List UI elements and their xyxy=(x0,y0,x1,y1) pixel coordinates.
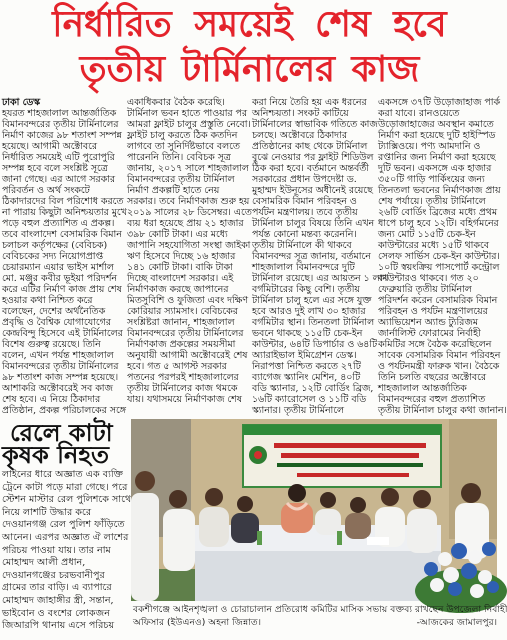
text-line: নিরাপত্তা নিশ্চিত করতে ২৭টি xyxy=(252,361,361,372)
text-line: নিয়ে লাশটি উদ্ধার করে xyxy=(2,506,92,518)
photo-credit: -আজকের জামালপুর। xyxy=(416,617,497,628)
text-line: অনুযায়ী আগামী অক্টোবরেই শেষ xyxy=(127,350,248,361)
text-line: বেবিচকের সদ্য নিয়োগপ্রাপ্ত xyxy=(2,251,104,262)
text-line: অ্যারাইভাল ইমিগ্রেশন ডেস্ক। xyxy=(252,350,357,361)
text-line: কাউন্টারও থাকবে। গত ২০ xyxy=(378,273,479,284)
text-line: সাবেক বেসামরিক বিমান পরিবহন xyxy=(378,350,501,361)
article-column-1 xyxy=(2,97,127,417)
text-line: তৃতীয় টার্মিনাল চালুর কথা জানান। xyxy=(378,405,507,416)
text-line: পতনের পরপরই শাহজালালের xyxy=(127,372,239,383)
text-line: বেসামরিক বিমান পরিবহন ও xyxy=(252,196,357,207)
photo-banner xyxy=(243,425,441,487)
text-line: চলছে। অক্টোবরে ঠিকাদার xyxy=(252,130,347,141)
photo-caption xyxy=(133,603,507,639)
text-line: প্রতিষ্ঠান, প্রকল্প পরিচালকের সঙ্গে xyxy=(2,405,126,416)
article-column-3 xyxy=(252,97,389,417)
text-line: তৃতীয় টার্মিনালে কী থাকবে xyxy=(252,240,352,251)
text-line: ফেব্রুয়ারি তৃতীয় টার্মিনাল xyxy=(378,284,472,295)
text-line: অ্যাভিয়েশন অ্যান্ড ট্যুরিজম xyxy=(378,317,478,328)
text-line: নির্মাণকাজ প্রকল্পের সময়সীমা xyxy=(127,339,236,350)
text-line: তিনতলা ভবনের নির্মাণকাজ প্রায় xyxy=(378,185,501,196)
photo-table-skirt xyxy=(195,551,441,601)
article-column-2 xyxy=(127,97,252,417)
text-line: বিমানবন্দরের তৃতীয় টার্মিনালের xyxy=(127,328,244,339)
photo-caption-line-1: বকশীগঞ্জে আইনশৃঙ্খলা ও চোরাচালান প্রতিরোধ কমিটির মাসিক সভায় বক্তব্য রাখছেন উপজেলা নির্বাহী xyxy=(133,604,507,615)
text-line: পরিবহন ও পর্যটন মন্ত্রণালয়ের xyxy=(378,306,488,317)
photo-bottle xyxy=(257,531,262,545)
text-line: পড়ে বহুল প্রত্যাশিত এ প্রকল্প। xyxy=(2,218,115,229)
rail-accident-article xyxy=(0,419,132,640)
text-line: নির্মাণকাজ করছে জাপানের xyxy=(127,284,229,295)
text-line: দুটি ভবন। একসঙ্গে এক হাজার xyxy=(378,163,492,174)
text-line: সরকার। তবে নির্মাণকাজ শুরু হয় xyxy=(127,196,250,207)
text-line: লাইনের ধারে অজ্ঞাত এক ব্যক্তি xyxy=(2,469,123,480)
text-line: ৩৯৮ কোটি টাকা। এর মধ্যে xyxy=(127,229,228,240)
text-line: ভবনে থাকছে ১১৫টি চেক-ইন xyxy=(252,328,363,339)
text-line: করা যাবে। রানওয়েতে xyxy=(378,108,460,119)
text-line: বলেন, এখন পর্যন্ত শাহজালাল xyxy=(2,350,114,361)
text-line: টার্মিনাল চালু হলে এর সঙ্গে যুক্ত xyxy=(252,295,372,306)
text-line: পর্যটন মন্ত্রণালয়। তবে তৃতীয় xyxy=(252,207,358,218)
text-line: কাউন্টারের মধ্যে ১৫টি থাকবে xyxy=(378,240,489,251)
text-line: নির্ধারিত সময়েই এটি পুরোপুরি xyxy=(2,152,115,163)
text-line: মুহাম্মদ ইউনূসের অধীনেই রয়েছে xyxy=(252,185,373,196)
text-line: তৃতীয় টার্মিনালের কাজ থমকে xyxy=(127,383,238,394)
text-line: পরিচয় পাওয়া যায়। তার নাম xyxy=(2,544,111,556)
text-line: রপ্তানির জন্য নির্মাণ করা হয়েছে xyxy=(378,152,496,163)
text-line: ৩৫০টি গাড়ি পার্কিংয়ের জন্য xyxy=(378,174,485,185)
text-line: বডি স্ক্যানার, ১২টি বোর্ডিং ব্রিজ, xyxy=(252,383,374,394)
text-line: ৯৮ শতাংশ কাজ সম্পন্ন হয়েছে। xyxy=(2,372,119,383)
text-line: বিমানবন্দরের বহুল প্রত্যাশিত xyxy=(378,394,486,405)
article-column-4 xyxy=(378,97,507,417)
text-line: টার্মিনালের স্বাভাবিক গতিতে কাজ xyxy=(252,119,378,130)
dateline: ঢাকা ডেস্ক xyxy=(2,97,41,108)
text-line: বিমানবন্দরের তৃতীয় টার্মিনাল xyxy=(127,174,235,185)
text-line: ঠিকাদারদের বিল পরিশোধ করতে xyxy=(2,196,124,207)
rail-article-headline-line-2: কৃষক নিহত xyxy=(2,441,109,469)
text-line: গ্রামের তার বাড়ি। এ ব্যাপারে xyxy=(2,582,112,594)
text-line: করা নিয়ে তৈরি হয় এক ধরনের xyxy=(252,97,367,108)
text-line: আমরা ফ্লাইট চালুর প্রস্তুতি নেবো। xyxy=(127,119,251,130)
text-line: দিচ্ছে বাংলাদেশ সরকার। এই xyxy=(127,273,234,284)
text-line: ট্রেনে কাটা পড়ে মারা গেছে। পরে xyxy=(2,481,128,493)
text-line: হওয়ার কথা নিশ্চিত করে xyxy=(2,295,93,306)
text-line: স্ক্যানার। তৃতীয় টার্মিনালে xyxy=(252,405,345,416)
text-line: যায়। যথাসময়ে নির্মাণকাজ শেষ xyxy=(127,394,242,405)
text-line: উড়োজাহাজের অবস্থান কমাতে xyxy=(378,119,494,130)
text-line: বিমানবন্দর সূত্র জানায়, বর্তমানে xyxy=(252,251,371,262)
text-line: ২৬টি বোর্ডিং ব্রিজের মধ্যে প্রথম xyxy=(378,207,498,218)
text-line: হবে। গত ৫ আগস্ট সরকার xyxy=(127,361,227,372)
text-line: কমিটির সঙ্গে বৈঠক করেছিলেন xyxy=(378,339,492,350)
text-line: প্রতিষ্ঠানের কাছ থেকে টার্মিনাল xyxy=(252,141,368,152)
text-line: হযরত শাহজালাল আন্তর্জাতিক xyxy=(2,108,117,119)
text-line: জার্নালিস্ট ফোরামের নির্বাহী xyxy=(378,328,481,339)
text-line: মোহাম্মদ জাহাঙ্গীর স্ত্রী, সন্তান, xyxy=(2,594,114,606)
text-line: শেষ হবে। এ নিয়ে ঠিকাদার xyxy=(2,394,101,405)
text-line: সেলফ সার্ভিস চেক-ইন কাউন্টার। xyxy=(378,251,500,262)
text-line: কোরিয়ার স্যামসাং। বেবিচকের xyxy=(127,306,238,317)
text-line: জানা গেছে। এর আগে সরকার xyxy=(2,174,116,185)
text-line: আশাকরি অক্টোবরেই সব কাজ xyxy=(2,383,113,394)
text-line: কাউন্টার, ৬৪টি ডিপার্চার ও ৬৪টি xyxy=(252,339,378,350)
text-line: বর্গমিটারের কিছু বেশি। তৃতীয় xyxy=(252,284,360,295)
text-line: বিশেষ গুরুত্ব রয়েছে। তিনি xyxy=(2,339,101,350)
rail-article-headline-line-1: রেলে কাটা xyxy=(10,419,113,447)
text-line: শেষ পর্যায়ে। তৃতীয় টার্মিনালে xyxy=(378,196,486,207)
meeting-photo-image xyxy=(131,419,497,601)
text-line: বলেছেন, দেশের অর্থনৈতিক xyxy=(2,306,106,317)
text-line: জিআরপি থানায় এসে পরিচয় xyxy=(2,620,115,632)
text-line: কেন্দ্রবিন্দু হিসেবে এই টার্মিনালের xyxy=(2,328,123,339)
text-line: সংশ্লিষ্টরা জানান, শাহজালাল xyxy=(127,317,235,328)
text-line: টার্মিনাল রয়েছে। এর আয়তন ১ লাখ xyxy=(252,273,389,284)
meeting-photo xyxy=(131,419,497,601)
text-line: ট্যাক্সিওয়ে। পণ্য আমদানি ও xyxy=(378,141,481,152)
text-line: নির্মাণ প্রকল্পটি হাতে নেয় xyxy=(127,185,220,196)
text-line: বর্গমিটার স্থান। তিনতলা টার্মিনাল xyxy=(252,317,375,328)
text-line: ব্যয় ধরা হয়েছে প্রায় ২১ হাজার xyxy=(127,218,244,229)
text-line: দেওয়ানগঞ্জের চরভবানীপুর xyxy=(2,569,105,581)
text-line: চলাচল কর্তৃপক্ষের (বেবিচক) xyxy=(2,240,108,251)
text-line: নির্মাণ করা হয়েছে দুটি হাইস্পিড xyxy=(378,130,496,141)
photo-papers xyxy=(367,537,389,545)
text-line: স্টেশন মাস্টার রেল পুলিশকে সাথে xyxy=(2,494,132,506)
text-line: জাপানি সহযোগিতা সংস্থা জাইকা xyxy=(127,240,251,251)
main-headline-line-2: তৃতীয় টার্মিনালের কাজ xyxy=(79,49,420,90)
text-line: আনেন। এরপর অজ্ঞাত ঐ লাশের xyxy=(2,531,129,543)
article-column-3-body xyxy=(252,97,389,416)
text-line: পর্যন্ত কোনো মন্তব্য করেননি। xyxy=(252,229,357,240)
photo-caption-line-2: অফিসার (ইউএনও) অহনা জিন্নাত। xyxy=(133,617,262,628)
text-line: লাগবে তা সুনির্দিষ্টভাবে বলতে xyxy=(127,141,240,152)
text-line: ১০টি স্বয়ংক্রিয় পাসপোর্ট কন্ট্রোল xyxy=(378,262,500,273)
text-line: তিনি চলতি বছরের অক্টোবরে xyxy=(378,372,487,383)
text-line: না পারায় কিছুটা অনিশ্চয়তার মুখে xyxy=(2,207,127,218)
text-line: জন্য মোট ১১৫টি চেক-ইন xyxy=(378,229,476,240)
text-line: পারেননি তিনি। বেবিচক সূত্র xyxy=(127,152,231,163)
text-line: একাধিকবার বৈঠক করেছি। xyxy=(127,97,225,108)
text-line: হয়েছে। আগামী অক্টোবরে xyxy=(2,141,98,152)
text-line: সরকারের প্রধান উপদেষ্টা ড. xyxy=(252,174,357,185)
text-line: পরিবর্তন ও অর্থ সংকটে xyxy=(2,185,90,196)
text-line: একসঙ্গে ৩৭টি উড়োজাহাজ পার্ক xyxy=(378,97,501,108)
article-column-2-body xyxy=(127,97,252,405)
text-line: টার্মিনাল ভবন হাতে পাওয়ার পর xyxy=(127,108,248,119)
text-line: শাহজালাল আন্তর্জাতিক xyxy=(378,383,467,394)
text-line: ফ্লাইট চালু করতে ঠিক কতদিন xyxy=(127,130,238,141)
text-line: শাহজালাল বিমানবন্দরে দুটি xyxy=(252,262,355,273)
text-line: মিতসুবিশি ও ফুজিতা এবং দক্ষিণ xyxy=(127,295,248,306)
text-line: জানায়, ২০১৭ সালে শাহজালাল xyxy=(127,163,249,174)
text-line: সম্পন্ন হবে বলে সংশ্লিষ্ট সূত্রে xyxy=(2,163,108,174)
text-line: প্রবৃদ্ধি ও বৈশ্বিক যোগাযোগের xyxy=(2,317,111,328)
text-line: বিমানবন্দরের তৃতীয় টার্মিনালের xyxy=(2,361,119,372)
text-line: চেয়ারম্যান এয়ার ভাইস মার্শাল xyxy=(2,262,114,273)
text-line: মোহাম্মদ আলী প্রধান, xyxy=(2,557,86,569)
article-column-1-body xyxy=(2,108,127,416)
text-line: ঋণ হিসেবে দিচ্ছে ১৬ হাজার xyxy=(127,251,236,262)
text-line: ২০১৯ সালের ২৮ ডিসেম্বর। এতে xyxy=(127,207,252,218)
text-line: করে এটির নির্মাণ কাজ প্রায় শেষ xyxy=(2,284,122,295)
photo-bottle xyxy=(337,531,342,545)
text-line: ১৬টি ক্যারোসেল ও ১১টি বডি xyxy=(252,394,367,405)
text-line: টার্মিনাল চালুর বিষয়ে তিনি এখন xyxy=(252,218,375,229)
text-line: ১৪১ কোটি টাকা। বাকি টাকা xyxy=(127,262,233,273)
text-line: অনিশ্চয়তা। সংকট কাটিয়ে xyxy=(252,108,349,119)
rail-article-body xyxy=(2,469,132,633)
text-line: তবে বাংলাদেশ বেসামরিক বিমান xyxy=(2,229,122,240)
text-line: ঠিক করা হবে। বর্তমানে অন্তর্বর্তী xyxy=(252,163,369,174)
text-line: ব্যাগেজ স্ক্যানিং মেশিন, ৪০টি xyxy=(252,372,361,383)
text-line: হবে আরও দুই লাখ ৩০ হাজার xyxy=(252,306,366,317)
text-line: ভাইবোন ও বংশের লোকজন xyxy=(2,607,110,619)
text-line: নির্মাণ কাজের ৯৮ শতাংশ সম্পন্ন xyxy=(2,130,122,141)
main-headline-line-1: নির্ধারিত সময়েই শেষ হবে xyxy=(52,4,447,45)
text-line: ধাপে চালু হবে ১২টি। বহির্গমনের xyxy=(378,218,499,229)
article-column-4-body xyxy=(378,97,507,416)
text-line: পরিদর্শন করেন বেসামরিক বিমান xyxy=(378,295,498,306)
text-line: বিমানবন্দরের তৃতীয় টার্মিনালের xyxy=(2,119,119,130)
text-line: ও পর্যটনমন্ত্রী ফারুক খান। বৈঠকে xyxy=(378,361,500,372)
text-line: দেওয়ানগঞ্জ রেল পুলিশ ফাঁড়িতে xyxy=(2,519,125,531)
text-line: বুঝে নেওয়ার পর ফ্লাইট শিডিউল xyxy=(252,152,374,163)
text-line: মো. মঞ্জুর কবীর ভূইয়া পরিদর্শন xyxy=(2,273,117,284)
